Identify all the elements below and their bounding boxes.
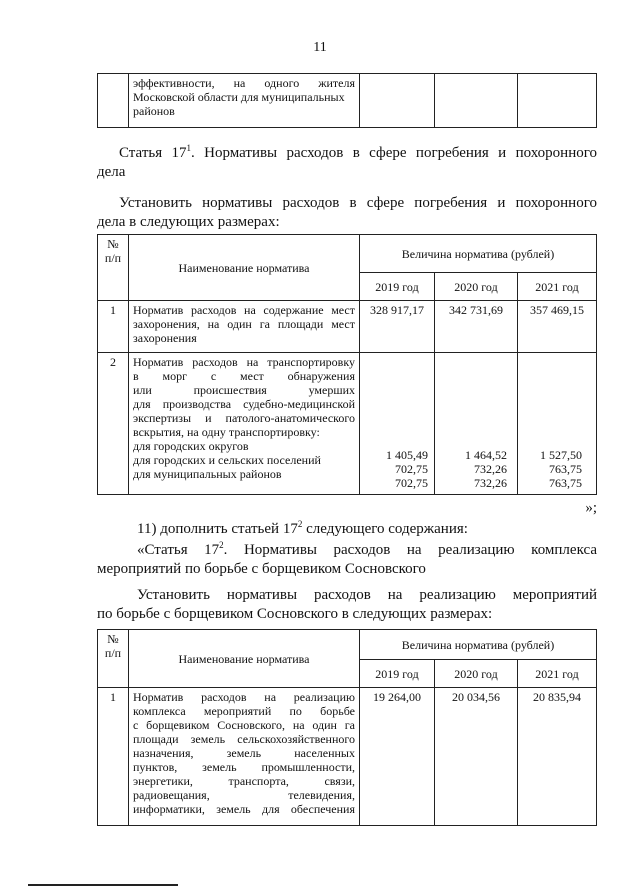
heading-text: «Статья 17 (137, 542, 220, 558)
heading-line: мероприятий по борьбе с борщевиком Сосновского (97, 561, 426, 577)
heading-text: . Нормативы расходов в сфере погребения и похоронного (191, 145, 597, 161)
header-year-2021: 2021 год (518, 660, 597, 688)
value-2021: 20 835,94 (518, 688, 597, 826)
row-name (129, 688, 360, 826)
text-line: или происшествия умерших (133, 383, 355, 397)
footnote-divider (28, 884, 178, 886)
header-num: № п/п (98, 235, 129, 301)
burial-norms-table (97, 234, 597, 495)
text-line: для производства судебно-медицинской (133, 397, 355, 411)
superscript: 2 (219, 540, 224, 550)
text-line: для городских и сельских поселений (133, 453, 321, 467)
value-2020-stack (435, 353, 518, 495)
value-2021-stack (518, 353, 597, 495)
article-17-2-intro (97, 586, 597, 624)
superscript: 1 (186, 143, 191, 153)
value: 1 405,49 (386, 448, 428, 462)
value-2021: 357 469,15 (518, 301, 597, 353)
item-11-line (97, 520, 597, 539)
item-line (97, 520, 597, 539)
text-line: энергетики, транспорта, связи, (133, 774, 355, 788)
row-num: 2 (98, 353, 129, 495)
table-cell (98, 74, 129, 128)
item-text: 11) дополнить статьей 17 (137, 521, 298, 537)
text-line: назначения, земель населенных (133, 746, 355, 760)
text-line: Норматив расходов на реализацию (133, 690, 355, 704)
header-year-2020: 2020 год (435, 660, 518, 688)
text-line: с борщевиком Сосновского, на один га (133, 718, 355, 732)
heading-line: дела (97, 164, 126, 180)
heading-line (97, 541, 597, 560)
header-year-2019: 2019 год (360, 273, 435, 301)
row-name (129, 301, 360, 353)
text-line: в морг с мест обнаружения (133, 369, 355, 383)
article-17-1-intro (97, 194, 597, 232)
table-row (98, 688, 597, 826)
article-17-2-heading (97, 541, 597, 579)
text-line: захоронения, на один га площади мест (133, 317, 355, 331)
row-num: 1 (98, 688, 129, 826)
text-line: Норматив расходов на содержание мест (133, 303, 355, 317)
header-year-2021: 2021 год (518, 273, 597, 301)
table-cell-name (129, 74, 360, 128)
header-name: Наименование норматива (129, 235, 360, 301)
value: 1 464,52 (465, 448, 507, 462)
closing-quote: »; (585, 500, 597, 516)
header-year-2019: 2019 год (360, 660, 435, 688)
table-cell (360, 74, 435, 128)
text-line: эффективности, на одного жителя (133, 76, 355, 90)
value-2020: 342 731,69 (435, 301, 518, 353)
text-line: комплекса мероприятий по борьбе (133, 704, 355, 718)
page-number: 11 (313, 40, 327, 55)
table-row (98, 301, 597, 353)
intro-line: по борьбе с борщевиком Сосновского в следующих размерах: (97, 606, 493, 622)
superscript: 2 (297, 519, 303, 529)
hogweed-norms-table (97, 629, 597, 826)
row-name (129, 353, 360, 495)
header-value-group: Величина норматива (рублей) (360, 630, 597, 660)
value: 702,75 (395, 462, 428, 476)
text-line: информатики, земель для обеспечения (133, 802, 355, 816)
heading-text: . Нормативы расходов на реализацию комплекса (223, 542, 597, 558)
article-17-1-heading (97, 144, 597, 182)
text-line: экспертизы и патолого-анатомического (133, 411, 355, 425)
table-cell (435, 74, 518, 128)
text-line: захоронения (133, 331, 197, 345)
header-year-2020: 2020 год (435, 273, 518, 301)
table-cell (518, 74, 597, 128)
header-value-group: Величина норматива (рублей) (360, 235, 597, 273)
text-line: Московской области для муниципальных (133, 90, 345, 104)
value: 702,75 (395, 476, 428, 490)
value: 1 527,50 (540, 448, 582, 462)
item-text: следующего содержания: (302, 521, 468, 537)
text-line: вскрытия, на одну транспортировку: (133, 425, 320, 439)
intro-line: Установить нормативы расходов в сфере погребения и похоронного (119, 195, 597, 211)
text-line: Норматив расходов на транспортировку (133, 355, 355, 369)
header-name: Наименование норматива (129, 630, 360, 688)
text-line: районов (133, 104, 175, 118)
text-line: пунктов, земель промышленности, (133, 760, 355, 774)
value-2020: 20 034,56 (435, 688, 518, 826)
text-line: для городских округов (133, 439, 249, 453)
table-row (98, 353, 597, 495)
heading-text: Статья 17 (119, 145, 187, 161)
value: 732,26 (474, 462, 507, 476)
value: 763,75 (549, 476, 582, 490)
intro-line: Установить нормативы расходов на реализацию мероприятий (137, 587, 597, 603)
header-num: № п/п (98, 630, 129, 688)
intro-line: дела в следующих размерах: (97, 214, 280, 230)
text-line: для муниципальных районов (133, 467, 282, 481)
text-line: площади земель сельскохозяйственного (133, 732, 355, 746)
value-2019-stack (360, 353, 435, 495)
text-line: радиовещания, телевидения, (133, 788, 355, 802)
value-2019: 19 264,00 (360, 688, 435, 826)
heading-line (97, 144, 597, 163)
value: 732,26 (474, 476, 507, 490)
row-num: 1 (98, 301, 129, 353)
value-2019: 328 917,17 (360, 301, 435, 353)
continuation-table (97, 73, 597, 128)
value: 763,75 (549, 462, 582, 476)
